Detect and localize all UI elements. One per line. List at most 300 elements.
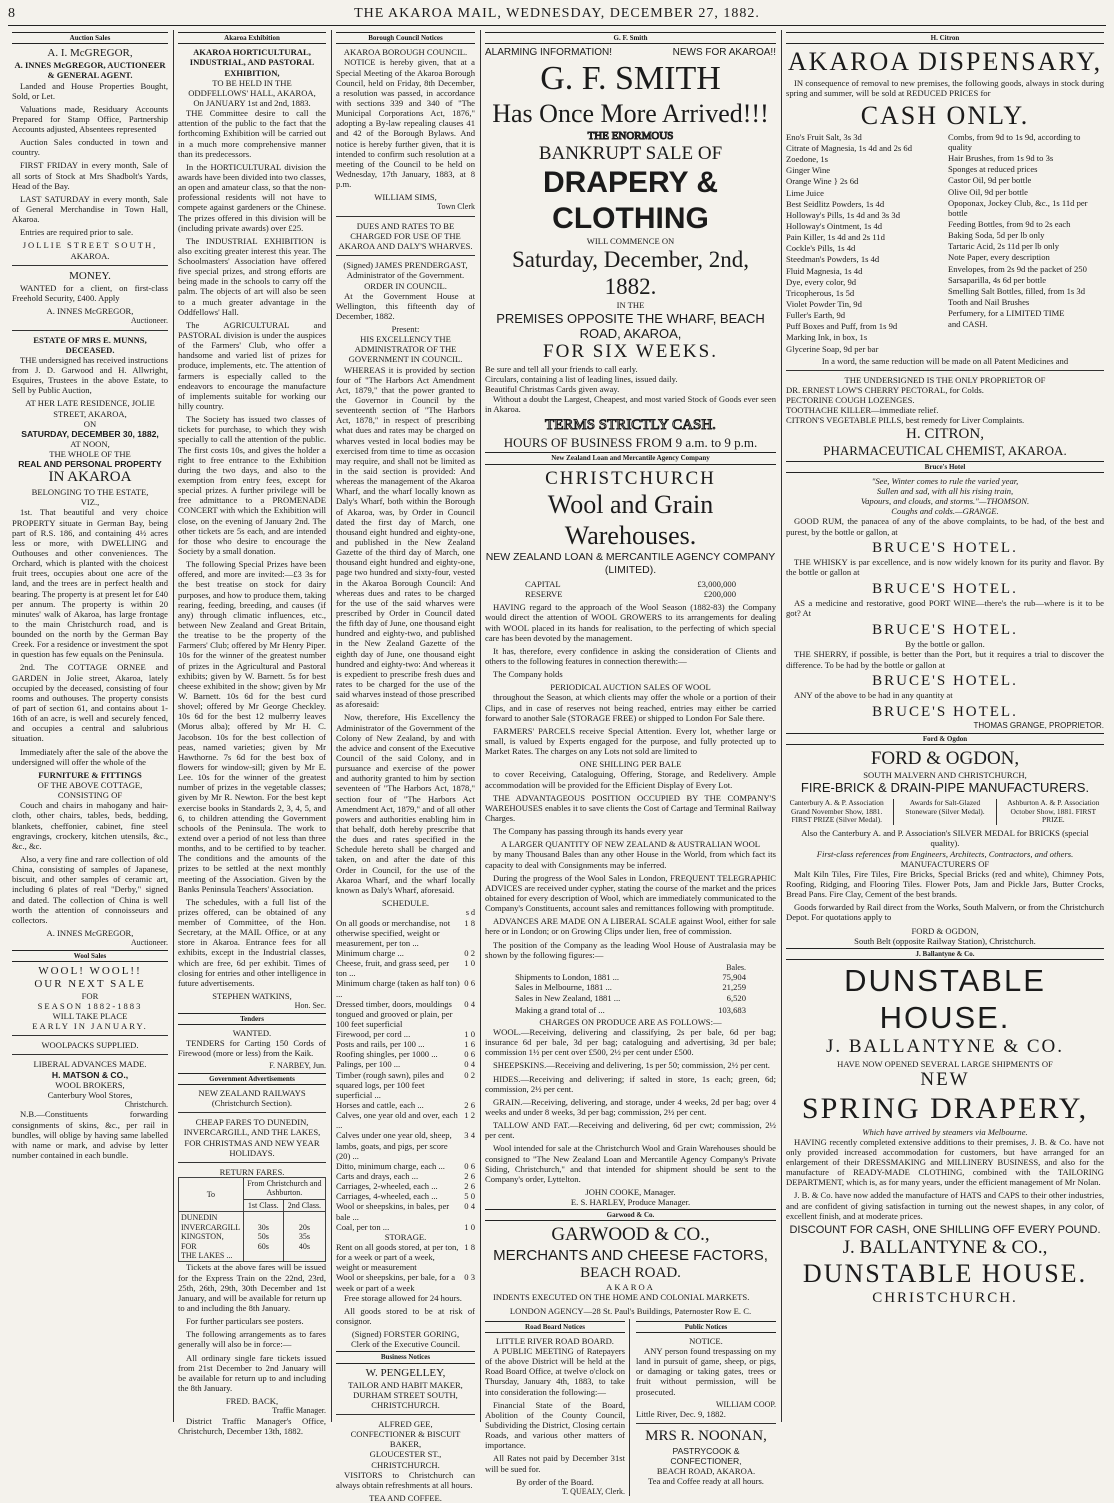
row-value: 1 8	[464, 1242, 475, 1253]
public-notice-col	[636, 1319, 776, 1497]
heading: BRUCE'S HOTEL.	[872, 703, 1018, 720]
row-label: Ditto, minimum charge, each ...	[336, 1160, 445, 1171]
text: TO BE HELD IN THE	[212, 77, 292, 88]
text: AT NOON,	[70, 438, 110, 449]
row-value: 0 6	[464, 978, 475, 989]
row-label: Horses and cattle, each ...	[336, 1100, 424, 1111]
list-item: Feeding Bottles, from 9d to 2s each	[948, 219, 1071, 229]
heading: BRUCE'S HOTEL.	[872, 580, 1018, 597]
heading: MERCHANTS AND CHEESE FACTORS,	[493, 1246, 768, 1264]
price-list	[786, 132, 1104, 356]
paragraph: Couch and chairs in mahogany and hair-cloth, other chairs, tables, beds, bedding, blankets, cheffonier, cabinet, fine steel engravings, crockery, kitchen utensils, &c., &c., &c.	[12, 800, 168, 851]
column-1	[8, 30, 172, 1422]
list-item: "See, Winter comes to rule the varied year,	[871, 475, 1019, 486]
paragraph: Without a doubt the Largest, Cheapest, and most varied Stock of Goods ever seen in Akaroa.	[485, 394, 776, 415]
paragraph: Be sure and tell all your friends to call early.	[485, 363, 638, 374]
paragraph: Immediately after the sale of the above the undersigned will offer the whole of the	[12, 746, 168, 767]
heading: Wool and Grain Warehouses.	[547, 489, 714, 550]
section-head: J. Ballantyne & Co.	[786, 948, 1104, 960]
row-label: Minimum charge ...	[336, 947, 404, 958]
list-item: LAST SATURDAY in every month, Sale of General Merchandise in Town Hall, Akaroa.	[12, 193, 168, 225]
row-value: 1 0	[464, 1029, 475, 1040]
heading: THE ENORMOUS	[587, 129, 674, 142]
row-value: 0 6	[464, 1049, 475, 1060]
text: THE WHOLE OF THE	[49, 449, 131, 460]
column-4	[480, 30, 780, 1496]
row-value: 1 0	[464, 958, 475, 969]
table-row	[336, 1110, 475, 1130]
list-item: Hair Brushes, from 1s 9d to 3s	[948, 153, 1054, 164]
heading: AKAROA BOROUGH COUNCIL.	[343, 47, 468, 58]
heading: FORD & OGDON,	[870, 747, 1020, 769]
paragraph: WHEREAS it is provided by section four of "The Harbors Act Amendment Act, 1879," that the power granted to the Governor in Council by the seventeenth section of "The Harbors Act, 1878," in respect of prescribing what dues and rates may be charged on wharves vested in local bodies may be exercised from time to time as occasion may require, and shall not be limited as in the said section is provided: And whereas the management of the Akaroa Wharf, and the wharf locally known as Daly's Wharf, both within the Borough of Akaroa, was, by Order in Council dated the first day of March, one thousand eight hundred and eighty-one, and published in the New Zealand Gazette of the third day of March, one thousand eight hundred and eighty-one, page two hundred and sixty-four, vested in the Akaroa Borough Council: And whereas dues and rates to be charged for the use of the said wharves were prescribed by Order in Council dated the fifth day of June, one thousand eight hundred and eighty-two, and published in the New Zealand Gazette of the eighth day of June, one thousand eight hundred and eighty-two: And whereas it is expedient to prescribe fresh dues and rates to be charged for the use of the said wharves instead of those prescribed as aforesaid:	[336, 364, 475, 710]
row-value: 2 6	[464, 1100, 475, 1111]
signature: A. INNES McGREGOR,	[46, 928, 134, 938]
row-label: Firewood, per cord ...	[336, 1029, 411, 1040]
list-item: CITRON'S VEGETABLE PILLS, best remedy for Liver Complaints.	[786, 415, 1025, 426]
signature: F. NARBEY, Jun.	[269, 1061, 326, 1071]
heading: BRUCE'S HOTEL.	[872, 539, 1018, 556]
heading: AKAROA DISPENSARY,	[787, 47, 1103, 77]
heading: A. I. McGREGOR,	[47, 47, 133, 60]
signature: Clerk of the Executive Council.	[350, 1339, 461, 1350]
heading: WANTED.	[232, 1027, 272, 1038]
heading: NEW ZEALAND LOAN & MERCANTILE AGENCY COMPANY (LIMITED).	[485, 551, 776, 576]
heading: PHARMACEUTICAL CHEMIST, AKAROA.	[823, 443, 1067, 459]
list-item: Auction Sales conducted in town and country.	[12, 137, 168, 158]
list-item: Coughs and colds.—GRANGE.	[891, 506, 999, 517]
list-item: Holloway's Ointment, 1s 4d	[786, 221, 883, 231]
section-head: New Zealand Loan and Mercantile Agency Company	[485, 452, 776, 464]
paragraph: A PUBLIC MEETING of Ratepayers of the above District will be held at the Road Board Office, at twelve o'clock on Thursday, January 4th, 1883, to take into consideration the following:—	[485, 1346, 625, 1397]
heading: NOTICE.	[689, 1335, 723, 1346]
paragraph: Beautiful Christmas Cards given away.	[485, 383, 620, 394]
table-row	[336, 1100, 475, 1110]
paragraph: Free storage allowed for 24 hours.	[344, 1292, 462, 1303]
row-label: Wool or sheepskins, in bales, per bale ...	[336, 1201, 450, 1222]
paragraph: GRAIN.—Receiving, delivering, and storage, under 4 weeks, 2d per bag; over 4 weeks and under 8 weeks, 3d per bag; commission, 2½ per cent.	[485, 1096, 776, 1117]
paragraph: VISITORS to Christchurch can always obtain refreshments at all hours.	[336, 1469, 475, 1490]
list-item: Marking Ink, in box, 1s	[786, 332, 868, 343]
table-row	[336, 1272, 475, 1292]
row-label: Posts and rails, per 100 ...	[336, 1039, 425, 1050]
table-row	[336, 918, 475, 948]
heading: H. CITRON,	[906, 425, 984, 442]
road-board-col	[485, 1319, 630, 1497]
row-value: 1 8	[464, 917, 475, 928]
heading: DUES AND RATES TO BE CHARGED FOR USE OF THE AKAROA AND DALY'S WHARVES.	[338, 220, 473, 252]
heading: W. PENGELLEY,	[365, 1366, 446, 1379]
row-label: Palings, per 100 ...	[336, 1059, 401, 1070]
text: AT HER LATE RESIDENCE, JOLIE STREET, AKAROA,	[25, 398, 155, 419]
heading: SATURDAY, DECEMBER 30, 1882,	[21, 428, 159, 439]
label: CAPITAL	[525, 579, 561, 590]
list-item: Steedman's Powders, 1s 4d	[786, 254, 880, 265]
row-label: Carriages, 2-wheeled, each ...	[336, 1181, 438, 1192]
row-value: 0 3	[464, 1272, 475, 1283]
paragraph: Also, a very fine and rare collection of old China, consisting of samples of Japanese, biscuit, and other samples of ceramic art, including 6 plates of real "Derby," signed and dated. The collection of China is well worth the attention of connoisseurs and collectors.	[12, 854, 168, 925]
table-row	[515, 972, 746, 982]
fares-table	[178, 1177, 326, 1263]
table-row	[336, 1161, 475, 1171]
text: Bales.	[726, 962, 746, 972]
text: ON	[83, 418, 97, 429]
row-label: Sales in Melbourne, 1881 ...	[515, 982, 612, 993]
heading: WOOL! WOOL!!	[38, 964, 142, 977]
text: CONFECTIONER & BISCUIT BAKER,	[350, 1429, 461, 1450]
list-item: Sarsaparilla, 4s 6d per bottle	[948, 274, 1047, 285]
paragraph: All ordinary single fare tickets issued from 21st December to 2nd January will be available for return up to and including the 8th January.	[178, 1352, 326, 1394]
signature: FRED. BACK,	[225, 1396, 279, 1407]
paragraph: Now, therefore, His Excellency the Administrator of the Government of the Colony of New Zealand, by and with the advice and consent of the Executive Council of the said Colony, and in pursuance and exercise of the power and authority granted to him by section seventeen of "The Harbors Act, 1878," section four of "The Harbors Act Amendment Act, 1879," and of all other powers and authorities enabling him in that behalf, doth hereby prescribe that the dues and rates specified in the Schedule hereto shall be charged and taken, on and after the date of this Order in Council, for the use of the Akaroa Wharf, and the wharf locally known as Daly's Wharf, aforesaid.	[336, 712, 475, 895]
paragraph: In the HORTICULTURAL division the awards have been divided into two classes, an open and amateur class, so that the non-professional residents will not have to compete against gardeners or the Chinese. The prizes offered in this division will be (including private awards) over £25.	[178, 161, 326, 233]
row-label: Calves, one year old and over, each ...	[336, 1110, 458, 1131]
heading: BANKRUPT SALE OF	[538, 142, 723, 164]
heading: FIRE-BRICK & DRAIN-PIPE MANUFACTURERS.	[800, 780, 1090, 796]
paragraph: The INDUSTRIAL EXHIBITION is also exciting greater interest this year. The Schoolmasters' Association have offered five special prizes, and strong efforts are being made in the schools to carry off the palm. The objects of art will also be seen to a much greater advantage in the Oddfellows' Hall.	[178, 235, 326, 317]
row-value: 0 2	[464, 947, 475, 958]
award: Ashburton A. & P. Association October Show, 1881. FIRST PRIZE.	[1007, 797, 1100, 825]
row-value: 2 6	[464, 1171, 475, 1182]
row-label: Cheese, fruit, and grass seed, per ton ...	[336, 958, 450, 979]
table-row	[336, 948, 475, 958]
paragraph: The Company has passing through its hands every year	[493, 826, 683, 837]
table-cell: 30s 50s 60s	[243, 1212, 283, 1262]
heading: TERMS STRICTLY CASH.	[545, 417, 716, 434]
text: ODDFELLOWS' HALL, AKAROA,	[188, 87, 316, 98]
text: BELONGING TO THE ESTATE,	[31, 487, 149, 498]
paragraph: THE undersigned has received instructions from J. D. Garwood and H. Allwright, Esquires, Trustees in the above Estate, to Sell by Public Auction,	[12, 354, 168, 396]
text: GLOUCESTER ST., CHRISTCHURCH.	[369, 1449, 442, 1470]
label: RESERVE	[525, 589, 563, 600]
text: Tea and Coffee ready at all hours.	[648, 1476, 764, 1487]
paragraph: HAVING recently completed extensive additions to their premises, J. B. & Co. have not only provided increased accommodation for customers, but have arranged for an enlargement of their DRESSMAKING and MILLINERY BUSINESS, and also for the manufacture of READY-MADE CLOTHING, combined with the TAILORING DEPARTMENT, which is, as for many years, under the efficient management of Mr Nolan.	[786, 1136, 1104, 1188]
text: IN THE	[616, 300, 645, 311]
heading: STORAGE.	[384, 1231, 427, 1242]
list-item: Tooth and Nail Brushes	[948, 296, 1030, 307]
table-row	[336, 1029, 475, 1039]
list-item: Tricopherous, 1s 5d	[786, 287, 855, 298]
newspaper-title: THE AKAROA MAIL, WEDNESDAY, DECEMBER 27, 1882.	[354, 6, 760, 21]
section-head: Tenders	[178, 1013, 326, 1025]
section-head: Government Advertisements	[178, 1073, 326, 1085]
paragraph: THE Committee desire to call the attention of the public to the fact that the forthcoming Exhibition will be carried out in a much more comprehensive manner than its predecessors.	[178, 108, 326, 159]
address: AKAROA.	[70, 250, 110, 261]
row-label: Shipments to London, 1881 ...	[515, 972, 620, 983]
signature: A. INNES McGREGOR,	[46, 306, 134, 316]
list-item: Ginger Wine	[786, 165, 831, 176]
table-row	[336, 1070, 475, 1100]
text: FOR	[81, 990, 99, 1001]
list-item: FIRST FRIDAY in every month, Sale of all sorts of Stock at Mrs Shadbolt's Yards, Head of the Bay.	[12, 160, 168, 191]
list-item: Olive Oil, 9d per bottle	[948, 186, 1028, 197]
paragraph: HAVING regard to the approach of the Wool Season (1882-83) the Company would direct the attention of WOOL GROWERS to its arrangements for dealing with WOOL placed in its hands for realisation, to the perfecting of which special care has been devoted by the management.	[485, 602, 776, 643]
paragraph: For further particulars see posters.	[186, 1316, 304, 1327]
heading: J. BALLANTYNE & CO.,	[842, 1236, 1048, 1258]
heading: PERIODICAL AUCTION SALES OF WOOL	[550, 682, 711, 693]
row-label: Wool or sheepskins, per bale, for a week or part of a week	[336, 1272, 456, 1293]
paragraph: At the Government House at Wellington, this fifteenth day of December, 1882.	[336, 290, 475, 321]
list-item: Smelling Salt Bottles, filled, from 1s 3d	[948, 285, 1086, 296]
text: By the bottle or gallon.	[905, 639, 985, 650]
heading: MRS R. NOONAN,	[645, 1428, 767, 1445]
text: DURHAM STREET SOUTH, CHRISTCHURCH.	[353, 1389, 458, 1410]
paragraph: N.B.—Constituents forwarding consignments of skins, &c., per rail in bundles, will oblige by having same labelled with name or mark, and advise by letter number contained in each bundle.	[12, 1109, 168, 1161]
paragraph: WANTED for a client, on first-class Freehold Security, £400. Apply	[12, 282, 168, 303]
paragraph: GOOD RUM, the panacea of any of the above complaints, to be had, of the best and purest, by the bottle or gallon, at	[786, 516, 1104, 537]
text: SOUTH MALVERN AND CHRISTCHURCH,	[863, 770, 1027, 781]
paragraph: The AGRICULTURAL and PASTORAL division is under the auspices of the Farmers' Club, who offer a handsome and varied list of prizes for produce, implements, etc. The attention of farmers is especially called to the endeavors to encourage the manufacture of implements suitable for working our hilly country.	[178, 319, 326, 412]
paragraph: 2nd. The COTTAGE ORNEE and GARDEN in Jolie street, Akaroa, lately occupied by the deceased, consisting of four rooms and outhouses. The property consists of part of section 61, and contains about 1-16th of an acre, is well and securely fenced, and occupies a central and salubrious situation.	[12, 662, 168, 744]
text: Present:	[391, 324, 420, 335]
table-row	[336, 958, 475, 978]
paragraph: HIDES.—Receiving and delivering; if salted in store, 1s each; green, 6d; commission, 2½ per cent.	[485, 1073, 776, 1094]
paragraph: ANY of the above to be had in any quantity at	[794, 690, 953, 701]
table-row	[336, 1039, 475, 1049]
paragraph: TENDERS for Carting 150 Cords of Firewood (more or less) from the Kaik.	[178, 1038, 326, 1059]
text: WILL TAKE PLACE	[52, 1011, 128, 1022]
list-item: Sponges at reduced prices	[948, 164, 1038, 175]
row-value: 75,904	[722, 972, 746, 983]
text: s d	[465, 908, 475, 918]
heading: Saturday, December, 2nd, 1882.	[511, 247, 750, 300]
row-label: Dressed timber, doors, mouldings tongued and grooved or plain, per 100 feet superficial	[336, 998, 453, 1029]
heading: CASH ONLY.	[860, 101, 1030, 131]
signature: FORD & OGDON,	[911, 925, 979, 936]
heading: NEW	[920, 1068, 970, 1090]
list-item: and CASH.	[948, 319, 988, 330]
paragraph: IN consequence of removal to new premises, the following goods, always in stock during spring and summer, will be sold at REDUCED PRICES for	[786, 77, 1104, 99]
section-head: Ford & Ogdon	[786, 733, 1104, 745]
text: TAILOR AND HABIT MAKER,	[348, 1379, 463, 1390]
section-head: Bruce's Hotel	[786, 461, 1104, 473]
table-header: From Christchurch and Ashburton.	[243, 1177, 325, 1199]
heading: ESTATE OF MRS E. MUNNS, DECEASED.	[33, 334, 147, 355]
row-label: Calves under one year old, sheep, lambs, goats, and pigs, per score (20) ...	[336, 1130, 452, 1161]
heading: PREMISES OPPOSITE THE WHARF, BEACH ROAD, AKAROA,	[496, 310, 765, 341]
row-label: Roofing shingles, per 1000 ...	[336, 1049, 438, 1060]
text: HAVE NOW OPENED SEVERAL LARGE SHIPMENTS OF	[837, 1058, 1053, 1069]
list-item: Opoponax, Jockey Club, &c., 1s 11d per bottle	[948, 197, 1088, 218]
paragraph: to cover Receiving, Cataloguing, Offering, Storage, and Redelivery. Ample accommodation will be provided for the Efficient Display of Every Lot.	[485, 769, 776, 790]
list-item: Fuller's Earth, 9d	[786, 310, 846, 321]
table-header: 2nd Class.	[283, 1199, 325, 1211]
text: VIZ.,	[80, 497, 100, 508]
text: By order of the Board.	[516, 1476, 594, 1487]
masthead	[8, 6, 1106, 26]
paragraph: All Rates not paid by December 31st will be sued for.	[485, 1453, 625, 1474]
text: PASTRYCOOK & CONFECTIONER,	[670, 1446, 742, 1467]
table-row	[336, 1201, 475, 1221]
heading: TEA AND COFFEE.	[369, 1493, 442, 1503]
text: South Belt (opposite Railway Station), Christchurch.	[854, 935, 1036, 946]
text: Which have arrived by steamers via Melbourne.	[862, 1126, 1028, 1137]
text: CONSISTING OF	[57, 790, 123, 801]
heading: DRAPERY & CLOTHING	[542, 166, 719, 235]
text: SEASON 1882-1883	[37, 1000, 143, 1011]
heading: J. BALLANTYNE & CO.	[825, 1036, 1065, 1058]
column-3	[331, 30, 479, 1503]
heading: A. INNES McGREGOR, AUCTIONEER & GENERAL AGENT.	[14, 60, 166, 81]
section-head: Wool Sales	[12, 950, 168, 962]
paragraph: TALLOW AND FAT.—Receiving and delivering, 6d per cwt; commission, 2½ per cent.	[485, 1120, 776, 1141]
paragraph: by many Thousand Bales than any other House in the World, from which fact its capacity to deal with Consignments may be inferred.	[485, 849, 776, 870]
text: First-class references from Engineers, Architects, Contractors, and others.	[816, 848, 1074, 859]
text: AKAROA	[606, 1282, 655, 1293]
text: (Signed) JAMES PRENDERGAST,	[343, 260, 468, 271]
product-list	[786, 385, 1104, 426]
section-head: G. F. Smith	[485, 32, 776, 44]
signature: WILLIAM COOP.	[716, 1399, 776, 1409]
text: OF THE ABOVE COTTAGE,	[37, 780, 143, 791]
list-item: Citrate of Magnesia, 1s 4d and 2s 6d	[786, 143, 913, 154]
list-item: Valuations made, Residuary Accounts Prepared for Stamp Office, Partnership Accounts adjusted, Absentees represented	[12, 103, 168, 135]
heading: BRUCE'S HOTEL.	[872, 672, 1018, 689]
row-label: Carriages, 4-wheeled, each ...	[336, 1191, 438, 1202]
list-item: Holloway's Pills, 1s 4d and 3s 3d	[786, 209, 900, 220]
section-head: Garwood & Co.	[485, 1209, 776, 1221]
heading: BRUCE'S HOTEL.	[872, 621, 1018, 638]
list-item: Castor Oil, 9d per bottle	[948, 175, 1032, 186]
text: EARLY IN JANUARY.	[32, 1021, 148, 1032]
paragraph: 1st. That beautiful and very choice PROPERTY situate in German Bay, being part of R.S. 186, and containing 4½ acres less or more, with DWELLING and Outhouses and other conveniences. The Orchard, which is planted with the choicest fruit trees, occupies about one acre of the land, and the trees are in perfect health and bearing. The property is at present let for £40 per annum. The property is within 20 minutes' walk of Akaroa, has large frontage to the main Christchurch road, and is bounded on the north by the German Bay Creek. For a residence or investment the spot in question has few equals on the Peninsula.	[12, 507, 168, 660]
text: Canterbury Wool Stores,	[47, 1089, 133, 1100]
label: Making a grand total of ...	[515, 1004, 605, 1015]
paragraph: The schedules, with a full list of the prizes offered, can be obtained of any member of Committee, of the Hon. Secretary, at the MAIL Office, or at any store in Akaroa. Entrance fees for all exhibits, except in the Industrial classes, which are free, 6d per exhibit. Times of closing for entries and other intelligence in future advertisements.	[178, 896, 326, 988]
heading: DISCOUNT FOR CASH, ONE SHILLING OFF EVERY POUND.	[789, 1223, 1101, 1236]
paragraph: J. B. & Co. have now added the manufacture of HATS and CAPS to their other industries, and are confident of giving satisfaction in turning out the newest shapes, in any color, of excellent finish, and at moderate prices.	[786, 1190, 1104, 1221]
paragraph: Financial State of the Board, Abolition of the County Council, Subdividing the District, Closing certain Roads, and various other matters of importance.	[485, 1399, 625, 1451]
signature: STEPHEN WATKINS,	[212, 991, 292, 1002]
list-item: Tartaric Acid, 2s 11d per lb only	[948, 241, 1060, 252]
list-item: Puff Boxes and Puff, from 1s 9d	[786, 321, 898, 332]
paragraph: INDENTS EXECUTED ON THE HOME AND COLONIAL MARKETS.	[493, 1292, 750, 1303]
paragraph: throughout the Season, at which clients may offer the whole or a portion of their Clips, and in case of reserves not being reached, entries may either be carried forward to another Sale (STORAGE FREE) or shipped to London For Sale there.	[485, 692, 776, 723]
paragraph: The position of the Company as the leading Wool House of Australasia may be shown by the following figures:—	[485, 939, 776, 960]
paragraph: The following Special Prizes have been offered, and more are invited:—£3 3s for the best treatise on stock for dairy purposes, and how to produce them, taking rearing, feeding, breeding, and causes (if any) through climatic influences, etc., between New Zealand and Great Britain, the treatise to be the property of the Farmers' Club; offered by Mr Henry Piper. 10s for the winner of the greatest number of prizes in the Agricultural and Pastoral exhibits; given by W. Barnett. 5s for best cheese exhibited in the show; given by Mr W. Barnett. 10s 6d for the best curd shovel; offered by Mr George Checkley. 10s 6d for the best 12 mulberry leaves (Morus alba); offered by Mr H. C. Jacobson. 10s for the best collection of peas, named varieties; given by Mr Hawthorne. 7s 6d for the best box of flowers for window-sill; given by Mr E. Lee. 10s for the winner of the greatest number of prizes in the vegetable classes; given by Mr R. Newton. For the best kept exercise books in Standards 2, 3, 4, 5, and 6, to children attending the Government schools of the Peninsula. The work to extend over a period of not less than three months, and to be certified to by teacher. The conditions and the amounts of the prizes to be settled at the next monthly meeting of the Association. Given by the Banks Peninsula Teachers' Association.	[178, 559, 326, 894]
row-value: 5 0	[464, 1191, 475, 1202]
text: LONDON AGENCY—28 St. Paul's Buildings, Paternoster Row E. C.	[509, 1305, 752, 1316]
table-row	[515, 993, 746, 1003]
paragraph: District Traffic Manager's Office, Christchurch, December 13th, 1882.	[178, 1415, 326, 1436]
award: Canterbury A. & P. Association Grand November Show, 1881. FIRST PRIZE (Silver Medal).	[789, 797, 884, 825]
price-list-left	[786, 132, 942, 355]
paragraph: During the progress of the Wool Sales in London, FREQUENT TELEGRAPHIC ADVICES are received under cypher, stating the course of the market and the prices obtained for every description of Wool, which are immediately communicated to the Company's Constituents, account sales and remittances following with promptitude.	[485, 872, 776, 914]
value: £3,000,000	[697, 579, 736, 590]
row-value: 21,259	[722, 982, 746, 993]
table-row	[515, 982, 746, 992]
paragraph: Goods forwarded by Rail direct from the Works, South Malvern, or from the Christchurch Depot. For quotations apply to	[786, 902, 1104, 923]
list-item: Cockle's Pills, 1s 4d	[786, 243, 856, 254]
paragraph: The Society has issued two classes of tickets for purchase, to which they wish specially to call the attention of the public. The first costs 10s, and gives the holder a right to free entrance to the Exhibition during the two days, and also to the exemption from entry fees, except for special prizes. A further privilege will be free admittance to a PROMENADE CONCERT with which the Exhibition will close, on the evening of January 2nd. The other tickets are 5s each, and are intended for those who desire to encourage the Society by a small donation.	[178, 414, 326, 556]
table-header: To	[179, 1177, 244, 1211]
value: 103,683	[718, 1004, 746, 1015]
list-item: Orange Wine } 2s 6d	[786, 176, 859, 187]
row-label: Coal, per ton ...	[336, 1221, 390, 1232]
column-5	[781, 30, 1108, 1422]
schedule-list	[336, 1242, 475, 1293]
price-list-right	[948, 132, 1104, 355]
paragraph: Tickets at the above fares will be issued for the Express Train on the 22nd, 23rd, 25th, 26th, 29th, 30th December and 1st January, and will be available for return up to and including the 8th January.	[178, 1262, 326, 1314]
text: WOOLPACKS SUPPLIED.	[41, 1040, 139, 1051]
section-head: H. Citron	[786, 32, 1104, 44]
section-head: Business Notices	[336, 1351, 475, 1363]
total-row	[485, 1003, 776, 1017]
paragraph: NOTICE is hereby given, that at a Special Meeting of the Akaroa Borough Council, held on Friday, 8th December, a resolution was passed, in accordance with sections 339 and 340 of "The Municipal Corporations Act, 1876," adopting a By-law repealing clauses 41 and 42 of the Borough Bylaws. And notice is hereby further given, that it is intended to confirm such resolution at a meeting of the Council to be held on Wednesday, 17th January, 1883, at 8 p.m.	[336, 57, 475, 190]
text: Little River, Dec. 9, 1882.	[636, 1409, 726, 1420]
heading: FOR SIX WEEKS.	[543, 341, 718, 363]
heading: ALFRED GEE,	[378, 1419, 433, 1430]
signature: T. QUEALY, Clerk.	[561, 1486, 625, 1496]
row-value: 0 2	[464, 1069, 475, 1080]
heading: CHRISTCHURCH.	[872, 1289, 1018, 1306]
heading: LITTLE RIVER ROAD BOARD.	[496, 1335, 614, 1346]
paragraph: THE WHISKY is par excellence, and is now widely known for its purity and flavor. By the bottle or gallon at	[786, 557, 1104, 578]
text: Also the Canterbury A. and P. Association's SILVER MEDAL for BRICKS (special quality).	[801, 828, 1089, 849]
heading: OUR NEXT SALE	[34, 977, 146, 990]
text: In a word, the same reduction will be made on all Patent Medicines and	[821, 355, 1069, 366]
banner: NEWS FOR AKAROA!!	[672, 47, 776, 59]
value: £200,000	[703, 589, 736, 600]
list-item: Fluid Magnesia, 1s 4d	[786, 265, 863, 276]
list-item: Entries are required prior to sale.	[20, 227, 134, 238]
signature: Auctioneer.	[130, 938, 168, 948]
heading: MONEY.	[69, 269, 111, 282]
list-item: Violet Powder Tin, 9d	[786, 298, 862, 309]
list-item: Landed and House Properties Bought, Sold, or Let.	[12, 80, 168, 101]
table-row	[336, 1181, 475, 1191]
row-value: 0 6	[464, 1160, 475, 1171]
heading: HOURS OF BUSINESS FROM 9 a.m. to 9 p.m.	[503, 434, 758, 450]
capital-block	[485, 576, 776, 602]
table-row	[336, 1130, 475, 1160]
heading: DUNSTABLE HOUSE.	[802, 1259, 1088, 1289]
list-item: DR. ERNEST LOW'S CHERRY PECTORAL, for Colds.	[786, 384, 984, 395]
signature: Hon. Sec.	[294, 1001, 326, 1011]
table-row	[336, 1049, 475, 1059]
list-item: Envelopes, from 2s 9d the packet of 250	[948, 263, 1087, 274]
list-item: Vapours, and clouds, and storms."—THOMSON.	[860, 496, 1030, 507]
paragraph: ANY person found trespassing on my land in pursuit of game, sheep, or pigs, or damaging or taking gates, trees or fruit without permission, will be prosecuted.	[636, 1346, 776, 1397]
list-item: PECTORINE COUGH LOZENGES.	[786, 395, 915, 406]
paragraph: FARMERS' PARCELS receive Special Attention. Every lot, whether large or small, is valued by Experts engaged for the purpose, and fully protected up to Market Rates. The charges on any Lots not sold are limited to	[485, 725, 776, 757]
list-item: Dye, every color, 9d	[786, 276, 857, 287]
row-label: Sales in New Zealand, 1881 ...	[515, 992, 621, 1003]
row-label: Carts and drays, each ...	[336, 1171, 419, 1182]
section-head: Borough Council Notices	[336, 32, 475, 44]
heading: RETURN FARES.	[219, 1166, 285, 1177]
text: BEACH ROAD, AKAROA.	[656, 1466, 756, 1477]
row-label: Timber (rough sawn), piles and squared logs, per 100 feet superficial ...	[336, 1069, 444, 1100]
row-label: Rent on all goods stored, at per ton, for a week or part of a week, weight or measurement	[336, 1242, 459, 1273]
heading: SCHEDULE.	[381, 897, 430, 908]
paragraph: Wool intended for sale at the Christchurch Wool and Grain Warehouses should be consigned to "The New Zealand Loan and Mercantile Agency Company's Private Siding, Christchurch," and that intended for shipment should be sent to the Company's order, Lyttelton.	[485, 1143, 776, 1184]
row-label: Minimum charge (taken as half ton) ...	[336, 978, 460, 999]
signature: (Signed) FORSTER GORING,	[351, 1329, 460, 1340]
text: On JANUARY 1st and 2nd, 1883.	[193, 97, 311, 108]
heading: ONE SHILLING PER BALE	[579, 759, 682, 770]
sales-list	[485, 972, 776, 1002]
row-value: 0 4	[464, 1201, 475, 1212]
list-item: Eno's Fruit Salt, 3s 3d	[786, 131, 862, 142]
heading: DUNSTABLE HOUSE.	[844, 963, 1046, 1035]
heading: A LARGER QUANTITY OF NEW ZEALAND & AUSTRALIAN WOOL	[500, 839, 761, 850]
paragraph: THE ADVANTAGEOUS POSITION OCCUPIED BY THE COMPANY'S WAREHOUSES enables it to save clients the Cost of Cartage and Terminal Railway Charges.	[485, 792, 776, 823]
paragraph: The following arrangements as to fares generally will also be in force:—	[178, 1329, 326, 1350]
section-head: Road Board Notices	[485, 1321, 625, 1333]
signature: THOMAS GRANGE, PROPRIETOR.	[973, 721, 1104, 731]
heading: THE UNDERSIGNED IS THE ONLY PROPRIETOR OF	[844, 374, 1046, 385]
